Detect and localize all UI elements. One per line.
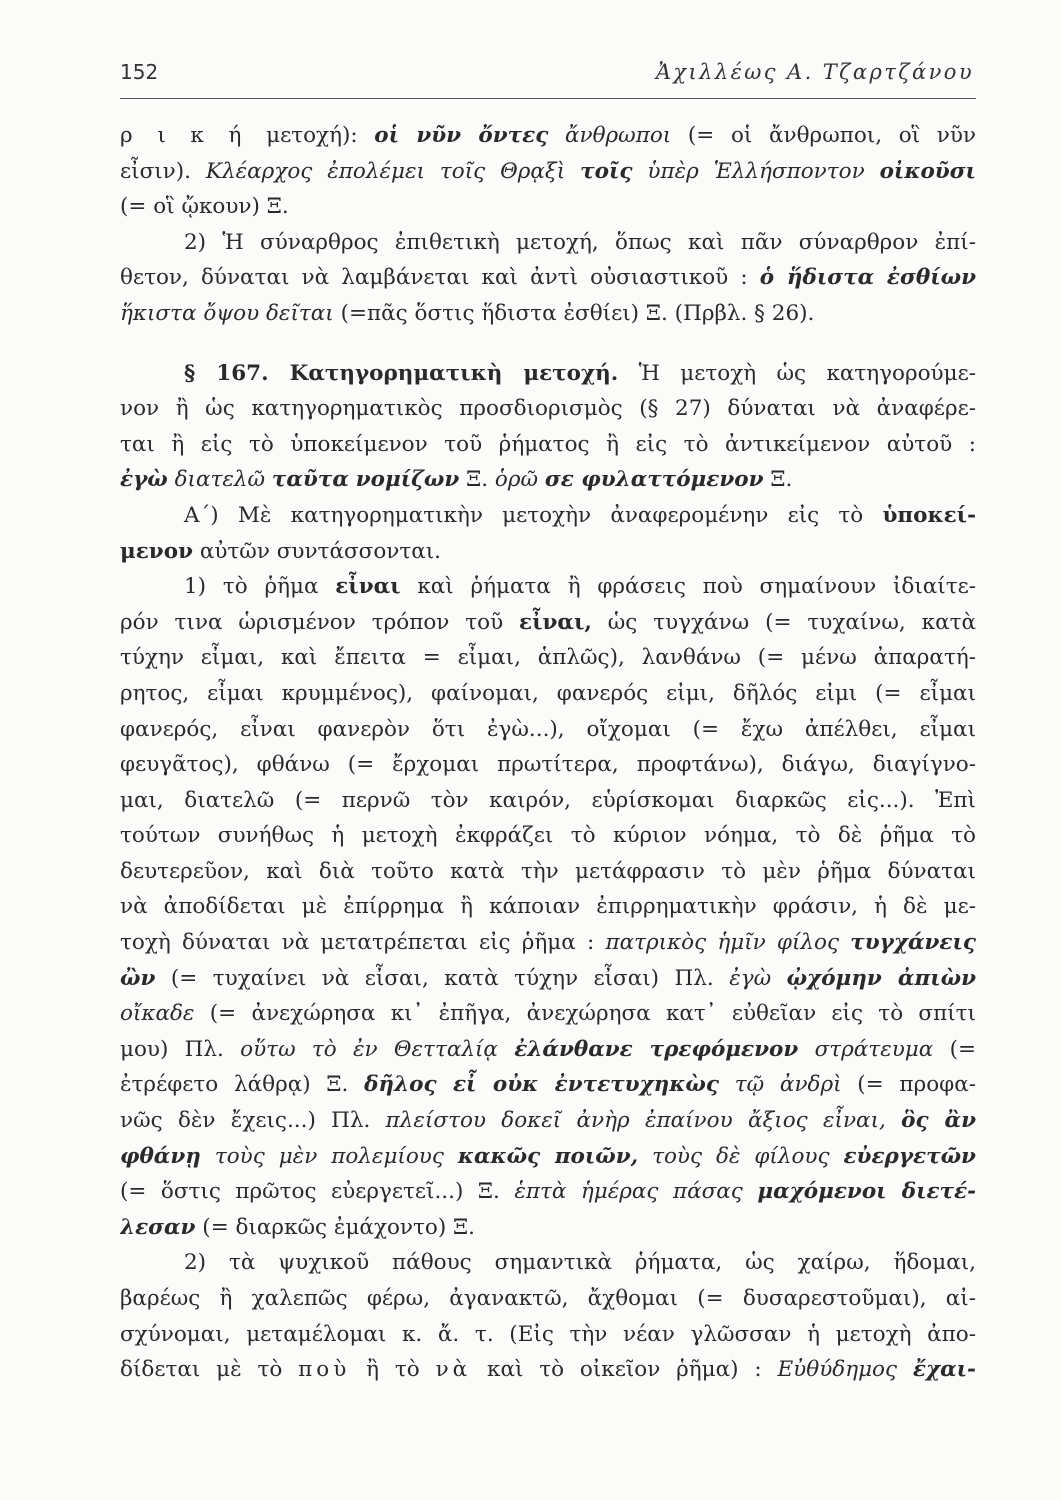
emphasis-text bbox=[356, 467, 460, 492]
text-line bbox=[120, 854, 976, 890]
text-line bbox=[120, 189, 976, 225]
text-run: εἶσιν). bbox=[120, 158, 206, 184]
emphasis-text: τῷ ἀνδρὶ bbox=[734, 1072, 842, 1098]
emphasis-text: μαχόμενοι διετέ- bbox=[757, 1179, 976, 1205]
text-run: φανερός, εἶναι φανερὸν ὅτι ἐγὼ...), οἴχομαι (= ἔχω ἀπέλθει, εἶμαι bbox=[120, 716, 976, 742]
emphasis-text bbox=[787, 966, 976, 991]
text-line bbox=[120, 1210, 976, 1246]
text-line bbox=[120, 391, 976, 427]
text-run: (= bbox=[933, 1036, 976, 1062]
text-run: νὰ ἀποδίδεται μὲ ἐπίρρημα ἢ κάποιαν ἐπιρρηματικὴν φράσιν, ἡ δὲ με- bbox=[120, 894, 976, 920]
text-run: Ξ. bbox=[459, 467, 495, 493]
text-run: ἐτρέφετο λάθρᾳ) Ξ. bbox=[120, 1072, 365, 1098]
emphasis-text: κακῶς ποιῶν, bbox=[457, 1143, 639, 1169]
text-run bbox=[444, 1144, 458, 1169]
text-run: τύχην εἶμαι, καὶ ἔπειτα = εἶμαι, ἁπλῶς), λανθάνω (= μένω ἀπαρατή- bbox=[120, 645, 976, 671]
text-run: Α΄) Μὲ κατηγορηματικὴν μετοχὴν ἀναφερομένην εἰς τὸ bbox=[184, 502, 883, 528]
emphasis-text bbox=[120, 467, 168, 492]
text-run: (= οἱ ἄνθρωποι, οἳ νῦν bbox=[671, 123, 976, 148]
text-line bbox=[120, 712, 976, 748]
emphasis-text: εἶναι, bbox=[519, 609, 592, 635]
text-run: Ξ. bbox=[763, 467, 793, 493]
emphasis-text bbox=[120, 966, 155, 991]
emphasis-text bbox=[880, 159, 976, 184]
text-run bbox=[771, 966, 786, 991]
text-run bbox=[865, 159, 880, 184]
text-line bbox=[120, 818, 976, 854]
text-line bbox=[120, 462, 976, 498]
text-run: (= ὅστις πρῶτος εὐεργετεῖ...) Ξ. bbox=[120, 1179, 515, 1205]
emphasis-text: τοῖς bbox=[580, 158, 633, 184]
text-line bbox=[120, 605, 976, 641]
emphasis-text: στράτευμα bbox=[814, 1036, 934, 1062]
emphasis-text bbox=[913, 1357, 976, 1382]
text-run: μαι, διατελῶ (= περνῶ τὸν καιρόν, εὑρίσκομαι διαρκῶς εἰς...). Ἐπὶ bbox=[120, 787, 976, 813]
text-run bbox=[830, 1144, 844, 1169]
emphasis-text: οἴκαδε bbox=[120, 1001, 195, 1027]
text-line bbox=[120, 783, 976, 819]
emphasis-text bbox=[850, 930, 976, 955]
text-run bbox=[168, 467, 175, 492]
emphasis-text: τοὺς μὲν πολεμίους bbox=[214, 1143, 444, 1169]
emphasis-text: διατελῶ bbox=[174, 467, 266, 493]
emphasis-text: ὁρῶ bbox=[494, 467, 539, 493]
emphasis-text: εὐεργετῶν bbox=[843, 1143, 976, 1169]
emphasis-text: ὑπὲρ Ἑλλήσποντον bbox=[647, 158, 865, 184]
text-line bbox=[120, 747, 976, 783]
text-line bbox=[120, 569, 976, 605]
text-line bbox=[120, 118, 976, 154]
emphasis-text bbox=[760, 265, 976, 290]
text-run: δευτερεῦον, καὶ διὰ τοῦτο κατὰ τὴν μετάφρασιν τὸ μὲν ῥῆμα δύναται bbox=[120, 858, 976, 884]
text-run: αὐτῶν συντάσσονται. bbox=[192, 538, 442, 564]
text-line bbox=[120, 676, 976, 712]
text-run bbox=[201, 1144, 215, 1169]
text-run: Ἡ μετοχὴ ὡς κατηγορούμε- bbox=[618, 360, 976, 386]
text-run: δίδεται μὲ τὸ bbox=[120, 1357, 299, 1383]
emphasis-text: πατρικὸς ἡμῖν φίλος bbox=[605, 930, 840, 956]
text-line bbox=[120, 1032, 976, 1068]
text-run bbox=[798, 1037, 814, 1062]
emphasis-text: ἑπτὰ ἡμέρας πάσας bbox=[514, 1179, 743, 1205]
text-run bbox=[632, 159, 647, 184]
text-line bbox=[120, 498, 976, 534]
emphasis-text bbox=[580, 159, 632, 184]
emphasis-text: ἐγὼ bbox=[120, 467, 168, 493]
text-run bbox=[548, 123, 565, 148]
text-run bbox=[265, 467, 272, 492]
emphasis-text bbox=[364, 1072, 719, 1097]
emphasis-text: ἐλάνθανε τρεφόμενον bbox=[514, 1036, 799, 1062]
emphasis-text: ὁ ἥδιστα ἐσθίων bbox=[759, 265, 976, 291]
text-line bbox=[120, 889, 976, 925]
running-head: Ἀχιλλέως Α. Τζαρτζάνου bbox=[655, 60, 974, 84]
text-body bbox=[120, 118, 976, 1388]
text-line bbox=[120, 1103, 976, 1139]
text-run: 1) τὸ ῥῆμα bbox=[184, 574, 336, 600]
text-run: βαρέως ἢ χαλεπῶς φέρω, ἀγανακτῶ, ἄχθομαι (= δυσαρεστοῦμαι), αἰ- bbox=[120, 1286, 976, 1311]
text-line bbox=[120, 260, 976, 296]
text-line bbox=[120, 225, 976, 261]
text-run: (= ἀνεχώρησα κι᾽ ἐπῆγα, ἀνεχώρησα κατ᾽ εὐθεῖαν εἰς τὸ σπίτι bbox=[194, 1001, 976, 1027]
text-run: φευγᾶτος), φθάνω (= ἔρχομαι πρωτίτερα, προφτάνω), διάγω, διαγίγνο- bbox=[120, 752, 976, 778]
text-run bbox=[498, 1037, 514, 1062]
emphasis-text: ὃς ἂν bbox=[901, 1108, 976, 1134]
emphasis-text: εἶναι bbox=[335, 574, 401, 600]
page-header bbox=[120, 58, 976, 99]
emphasis-text: ὑποκεί- bbox=[882, 502, 976, 528]
text-line bbox=[120, 1067, 976, 1103]
text-run: ὡς τυγχάνω (= τυχαίνω, κατὰ bbox=[591, 609, 976, 635]
emphasis-text: Κλέαρχος ἐπολέμει τοῖς Θρᾳξὶ bbox=[205, 158, 566, 184]
text-run: ρητος, εἶμαι κρυμμένος), φαίνομαι, φανερός εἰμι, δῆλός εἰμι (= εἶμαι bbox=[120, 680, 976, 706]
text-line bbox=[120, 154, 976, 190]
text-run bbox=[565, 159, 580, 184]
text-run bbox=[638, 1144, 652, 1169]
text-run: 2) τὰ ψυχικοῦ πάθους σημαντικὰ ῥήματα, ὡς χαίρω, ἥδομαι, bbox=[184, 1250, 976, 1276]
emphasis-text bbox=[757, 1179, 976, 1204]
text-line bbox=[120, 427, 976, 463]
text-line bbox=[120, 1352, 976, 1388]
text-run: μου) Πλ. bbox=[120, 1036, 241, 1062]
text-line bbox=[120, 1245, 976, 1281]
emphasis-text: δῆλος εἶ οὐκ ἐντετυχηκὼς bbox=[364, 1072, 719, 1098]
text-run: καὶ τὸ οἰκεῖον ῥῆμα) : bbox=[471, 1357, 778, 1383]
text-run bbox=[839, 930, 850, 955]
text-run: (= τυχαίνει νὰ εἶσαι, κατὰ τύχην εἶσαι) Πλ. bbox=[155, 965, 730, 991]
emphasis-text bbox=[545, 467, 764, 492]
emphasis-text: τοὺς δὲ φίλους bbox=[652, 1143, 830, 1169]
emphasis-text: οἰκοῦσι bbox=[879, 158, 976, 184]
text-run: καὶ ῥήματα ἢ φράσεις ποὺ σημαίνουν ἰδιαίτε- bbox=[400, 574, 976, 600]
emphasis-text: ἥκιστα ὄψου δεῖται bbox=[120, 300, 334, 326]
text-line bbox=[120, 1139, 976, 1175]
emphasis-text bbox=[120, 1215, 195, 1240]
text-line bbox=[120, 1317, 976, 1353]
text-line bbox=[120, 1174, 976, 1210]
emphasis-text bbox=[514, 1037, 798, 1062]
emphasis-text bbox=[843, 1144, 975, 1169]
emphasis-text bbox=[374, 123, 548, 148]
text-run: σχύνομαι, μεταμέλομαι κ. ἄ. τ. (Εἰς τὴν νέαν γλῶσσαν ἡ μετοχὴ ἀπο- bbox=[120, 1321, 976, 1347]
emphasis-text: ἔχαι- bbox=[912, 1357, 976, 1383]
emphasis-text: οὕτω τὸ ἐν Θετταλίᾳ bbox=[240, 1036, 498, 1062]
text-line bbox=[120, 996, 976, 1032]
emphasis-text bbox=[272, 467, 349, 492]
text-run: ται ἢ εἰς τὸ ὑποκείμενον τοῦ ῥήματος ἢ εἰς τὸ ἀντικείμενον αὐτοῦ : bbox=[120, 431, 976, 457]
emphasis-text: § 167. Κατηγορηματικὴ μετοχή. bbox=[184, 360, 619, 386]
text-run: (= οἳ ᾤκουν) Ξ. bbox=[120, 194, 289, 220]
text-run: τοχὴ δύναται νὰ μετατρέπεται εἰς ῥῆμα : bbox=[120, 930, 606, 956]
text-line bbox=[120, 961, 976, 997]
emphasis-text: ποὺ bbox=[298, 1357, 351, 1383]
emphasis-text: ταῦτα bbox=[271, 467, 349, 493]
text-run bbox=[897, 1357, 913, 1382]
emphasis-text: μενον bbox=[120, 538, 193, 564]
emphasis-text: ᾠχόμην ἀπιὼν bbox=[786, 965, 976, 991]
text-line bbox=[120, 640, 976, 676]
text-run: (= προφα- bbox=[841, 1072, 976, 1098]
emphasis-text: ἐγὼ bbox=[729, 965, 772, 991]
text-run: τούτων συνήθως ἡ μετοχὴ ἐκφράζει τὸ κύριον νόημα, τὸ δὲ ῥῆμα τὸ bbox=[120, 823, 976, 849]
emphasis-text: Εὐθύδημος bbox=[777, 1357, 898, 1383]
text-run: νον ἢ ὡς κατηγορηματικὸς προσδιορισμὸς (§ 27) δύναται νὰ ἀναφέρε- bbox=[120, 396, 976, 422]
text-run bbox=[349, 467, 356, 492]
emphasis-text: σε φυλαττόμενον bbox=[544, 467, 764, 493]
emphasis-text: οἱ νῦν ὄντες bbox=[374, 123, 549, 148]
emphasis-text: νὰ bbox=[435, 1357, 472, 1383]
text-run bbox=[719, 1072, 735, 1097]
text-line bbox=[120, 356, 976, 392]
text-run bbox=[886, 1108, 901, 1133]
emphasis-text: πλείστου δοκεῖ ἀνὴρ ἐπαίνου ἄξιος εἶναι, bbox=[385, 1108, 886, 1134]
emphasis-text: λεσαν bbox=[120, 1214, 196, 1240]
text-run: (= διαρκῶς ἐμάχοντο) Ξ. bbox=[195, 1214, 476, 1240]
text-run: θετον, δύναται νὰ λαμβάνεται καὶ ἀντὶ οὐσιαστικοῦ : bbox=[120, 265, 760, 291]
emphasis-text: ὢν bbox=[120, 965, 156, 991]
emphasis-text bbox=[901, 1108, 976, 1133]
text-run: ἢ τὸ bbox=[350, 1357, 436, 1383]
text-run: μετοχή): bbox=[266, 123, 375, 148]
emphasis-text: ἄνθρωποι bbox=[565, 123, 672, 148]
emphasis-text: νομίζων bbox=[355, 467, 460, 493]
text-line bbox=[120, 925, 976, 961]
text-run: νῶς δὲν ἔχεις...) Πλ. bbox=[120, 1108, 386, 1134]
text-line bbox=[120, 1281, 976, 1317]
text-run bbox=[538, 467, 545, 492]
emphasis-text: ρ ι κ ή bbox=[120, 123, 267, 148]
text-line bbox=[120, 534, 976, 570]
emphasis-text bbox=[458, 1144, 638, 1169]
text-run: 2) Ἡ σύναρθρος ἐπιθετικὴ μετοχή, ὅπως καὶ πᾶν σύναρθρον ἐπί- bbox=[184, 229, 976, 255]
text-run: ρόν τινα ὡρισμένον τρόπον τοῦ bbox=[120, 609, 520, 635]
emphasis-text: τυγχάνεις bbox=[850, 930, 976, 956]
page-number: 152 bbox=[120, 60, 159, 84]
text-run: (=πᾶς ὅστις ἥδιστα ἐσθίει) Ξ. (Πρβλ. § 26). bbox=[333, 300, 815, 326]
text-run bbox=[743, 1179, 758, 1204]
emphasis-text: φθάνῃ bbox=[120, 1143, 201, 1169]
emphasis-text bbox=[120, 1144, 201, 1169]
text-line bbox=[120, 296, 976, 332]
